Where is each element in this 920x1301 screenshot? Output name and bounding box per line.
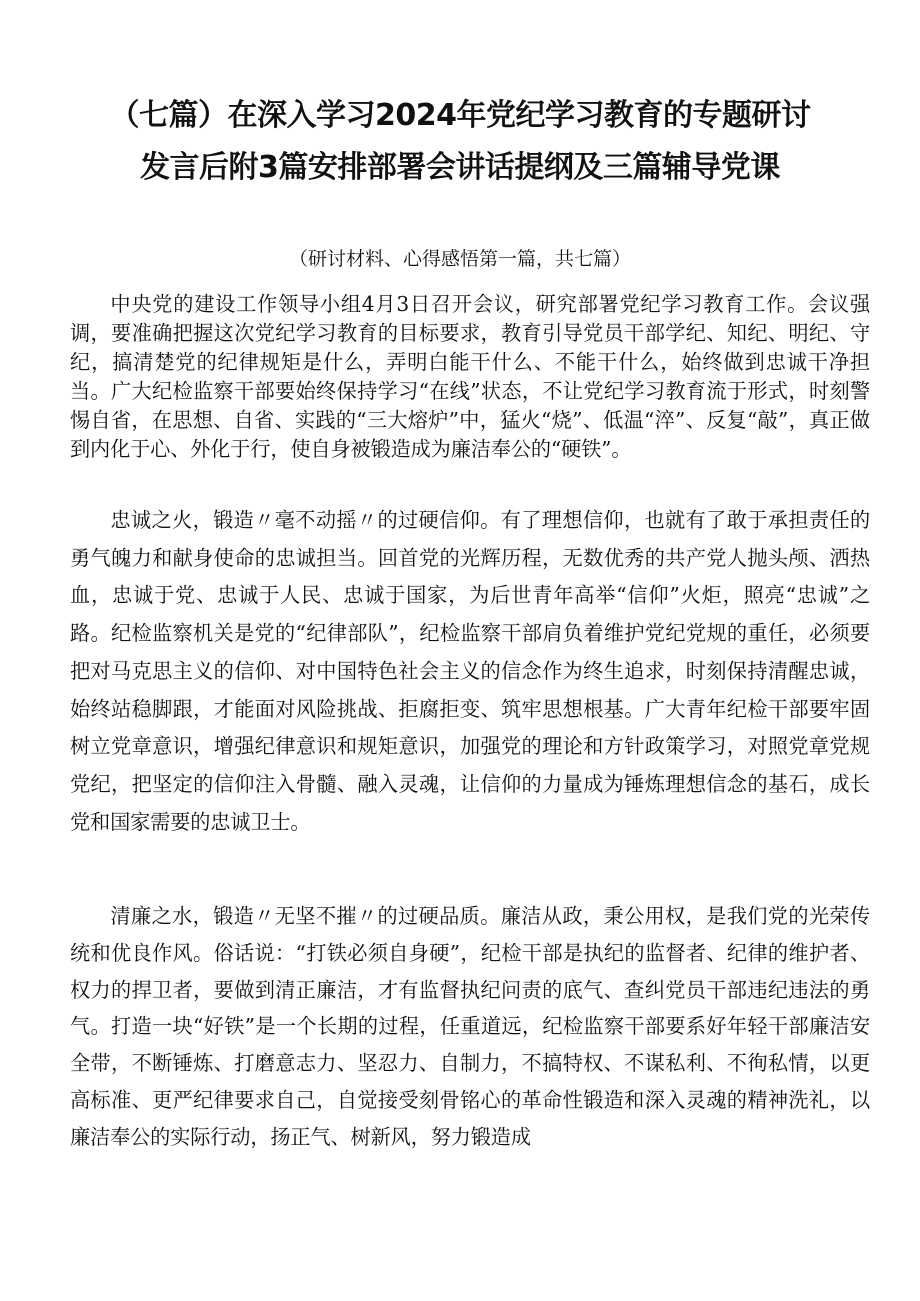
body-paragraph-3: 清廉之水，锻造〃无坚不摧〃的过硬品质。廉洁从政，秉公用权，是我们党的光荣传统和优良作风。俗话说：“打铁必须自身硬”，纪检干部是执纪的监督者、纪律的维护者、权力的捍卫者，要做到清正廉洁，才有监督执纪问责的底气、查纠党员干部违纪违法的勇气。打造一块“好铁”是一个长期的过程，任重道远，纪检监察干部要系好年轻干部廉洁安全带，不断锤炼、打磨意志力、坚忍力、自制力，不搞特权、不谋私利、不徇私情，以更高标准、更严纪律要求自己，自觉接受刻骨铭心的革命性锻造和深入灵魂的精神洗礼，以廉洁奉公的实际行动，扬正气、树新风，努力锻造成 (70, 904, 870, 1149)
document-title-line-2: 发言后附3篇安排部署会讲话提纲及三篇辅导党课 (140, 150, 780, 185)
body-paragraph-2: 忠诚之火，锻造〃毫不动摇〃的过硬信仰。有了理想信仰，也就有了敢于承担责任的勇气魄力和献身使命的忠诚担当。回首党的光辉历程，无数优秀的共产党人抛头颅、洒热血，忠诚于党、忠诚于人民、忠诚于国家，为后世青年高举“信仰”火炬，照亮“忠诚”之路。纪检监察机关是党的“纪律部队”，纪检监察干部肩负着维护党纪党规的重任，必须要把对马克思主义的信仰、对中国特色社会主义的信念作为终生追求，时刻保持清醒忠诚，始终站稳脚跟，才能面对风险挑战、拒腐拒变、筑牢思想根基。广大青年纪检干部要牢固树立党章意识，增强纪律意识和规矩意识，加强党的理论和方针政策学习，对照党章党规党纪，把坚定的信仰注入骨髓、融入灵魂，让信仰的力量成为锤炼理想信念的基石，成长党和国家需要的忠诚卫士。 (70, 508, 870, 834)
document-title-line-1: （七篇）在深入学习2024年党纪学习教育的专题研讨 (109, 98, 811, 133)
body-paragraph-1: 中央党的建设工作领导小组4月3日召开会议，研究部署党纪学习教育工作。会议强调，要准确把握这次党纪学习教育的目标要求，教育引导党员干部学纪、知纪、明纪、守纪，搞清楚党的纪律规矩是什么，弄明白能干什么、不能干什么，始终做到忠诚干净担当。广大纪检监察干部要始终保持学习“在线”状态，不让党纪学习教育流于形式，时刻警惕自省，在思想、自省、实践的“三大熔炉”中，猛火“烧”、低温“淬”、反复“敲”，真正做到内化于心、外化于行，使自身被锻造成为廉洁奉公的“硬铁”。 (70, 292, 870, 461)
document-subtitle: （研讨材料、心得感悟第一篇，共七篇） (288, 248, 631, 270)
